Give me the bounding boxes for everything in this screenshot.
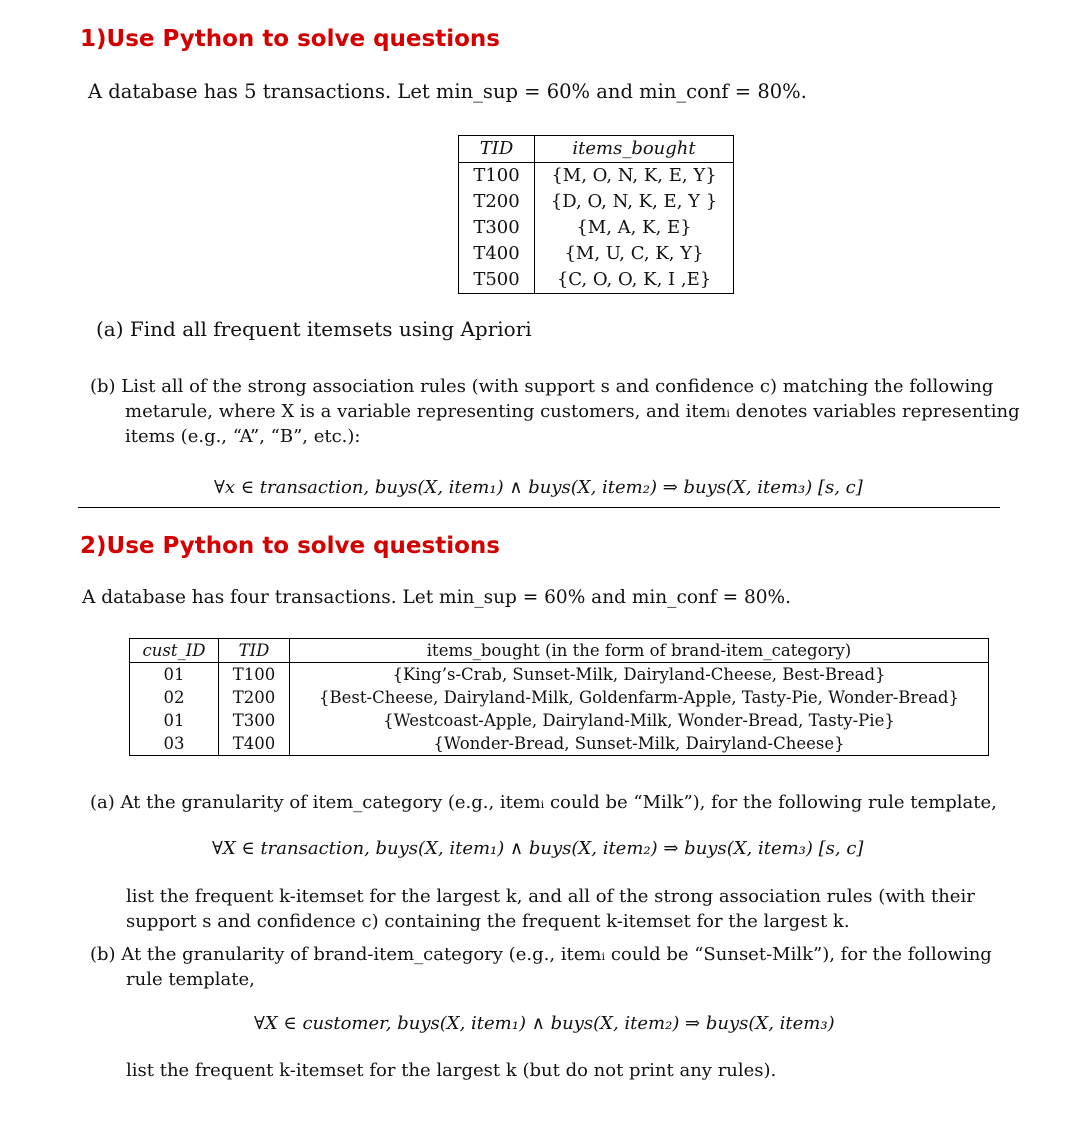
- items-cell: {D, O, N, K, E, Y }: [550, 191, 718, 212]
- header-cust-id: cust_ID: [130, 639, 219, 663]
- tid-cell: T400: [219, 732, 290, 756]
- tid-cell: T300: [459, 215, 535, 241]
- q1-part-b: [90, 374, 1020, 449]
- items-cell: {Best-Cheese, Dairyland-Milk, Goldenfarm-Apple, Tasty-Pie, Wonder-Bread}: [319, 688, 959, 707]
- items-cell: {King’s-Crab, Sunset-Milk, Dairyland-Cheese, Best-Bread}: [392, 665, 886, 684]
- q1-part-a: (a) Find all frequent itemsets using Apriori: [96, 317, 532, 341]
- tid-cell: T100: [219, 663, 290, 687]
- q1-part-b-line3: items (e.g., “A”, “B”, etc.):: [125, 426, 361, 447]
- q2-part-a-line2: list the frequent k-itemset for the largest k, and all of the strong association rules (with their: [126, 886, 975, 907]
- tid-cell: T100: [459, 163, 535, 190]
- header-tid: TID: [219, 639, 290, 663]
- cust-id-cell: 02: [130, 686, 219, 709]
- table-row: [459, 267, 734, 294]
- tid-cell: T400: [459, 241, 535, 267]
- table-header-row: [459, 136, 734, 163]
- q1-intro: A database has 5 transactions. Let min_sup = 60% and min_conf = 80%.: [88, 80, 807, 103]
- q2-part-b: [90, 942, 992, 992]
- table-row: [459, 241, 734, 267]
- table-row: [130, 663, 989, 687]
- q2-part-a-formula: ∀X ∈ transaction, buys(X, item₁) ∧ buys(X, item₂) ⇒ buys(X, item₃) [s, c]: [212, 838, 864, 859]
- header-tid: TID: [459, 136, 535, 163]
- tid-cell: T200: [219, 686, 290, 709]
- items-cell: {M, U, C, K, Y}: [564, 243, 704, 264]
- items-cell: {M, A, K, E}: [576, 217, 692, 238]
- q2-transactions-table: [129, 638, 989, 756]
- items-cell: {Wonder-Bread, Sunset-Milk, Dairyland-Cheese}: [433, 734, 845, 753]
- cust-id-cell: 03: [130, 732, 219, 756]
- table-row: [130, 732, 989, 756]
- q2-part-a-body: [126, 884, 975, 934]
- q2-part-b-line1: (b) At the granularity of brand-item_category (e.g., itemᵢ could be “Sunset-Milk”), for the following: [90, 944, 992, 965]
- q2-heading: 2)Use Python to solve questions: [80, 533, 500, 559]
- q1-metarule-formula: ∀x ∈ transaction, buys(X, item₁) ∧ buys(X, item₂) ⇒ buys(X, item₃) [s, c]: [214, 477, 863, 498]
- table-row: [459, 163, 734, 190]
- section-divider: [78, 507, 1000, 508]
- table-row: [130, 686, 989, 709]
- table-row: [459, 215, 734, 241]
- header-items-bought: items_bought: [535, 136, 734, 163]
- q1-transactions-table: [458, 135, 734, 294]
- table-header-row: [130, 639, 989, 663]
- items-cell: {C, O, O, K, I ,E}: [556, 269, 712, 290]
- q2-part-a-line3: support s and confidence c) containing the frequent k-itemset for the largest k.: [126, 911, 850, 932]
- cust-id-cell: 01: [130, 709, 219, 732]
- q2-part-b-formula: ∀X ∈ customer, buys(X, item₁) ∧ buys(X, item₂) ⇒ buys(X, item₃): [254, 1013, 835, 1034]
- q2-part-a-line1: (a) At the granularity of item_category (e.g., itemᵢ could be “Milk”), for the following rule template,: [90, 792, 997, 813]
- header-items-bought: items_bought (in the form of brand-item_category): [290, 639, 989, 663]
- q2-part-b-line3: list the frequent k-itemset for the largest k (but do not print any rules).: [126, 1060, 777, 1081]
- cust-id-cell: 01: [130, 663, 219, 687]
- table-row: [459, 189, 734, 215]
- items-cell: {Westcoast-Apple, Dairyland-Milk, Wonder-Bread, Tasty-Pie}: [383, 711, 895, 730]
- table-row: [130, 709, 989, 732]
- q1-part-b-line1: (b) List all of the strong association rules (with support s and confidence c) matching the following: [90, 376, 994, 397]
- tid-cell: T200: [459, 189, 535, 215]
- tid-cell: T500: [459, 267, 535, 294]
- tid-cell: T300: [219, 709, 290, 732]
- q2-intro: A database has four transactions. Let min_sup = 60% and min_conf = 80%.: [82, 587, 791, 608]
- items-cell: {M, O, N, K, E, Y}: [551, 165, 717, 186]
- q1-part-b-line2: metarule, where X is a variable representing customers, and itemᵢ denotes variables representing: [125, 401, 1020, 422]
- q1-heading: 1)Use Python to solve questions: [80, 26, 500, 52]
- q2-part-b-line2: rule template,: [126, 969, 255, 990]
